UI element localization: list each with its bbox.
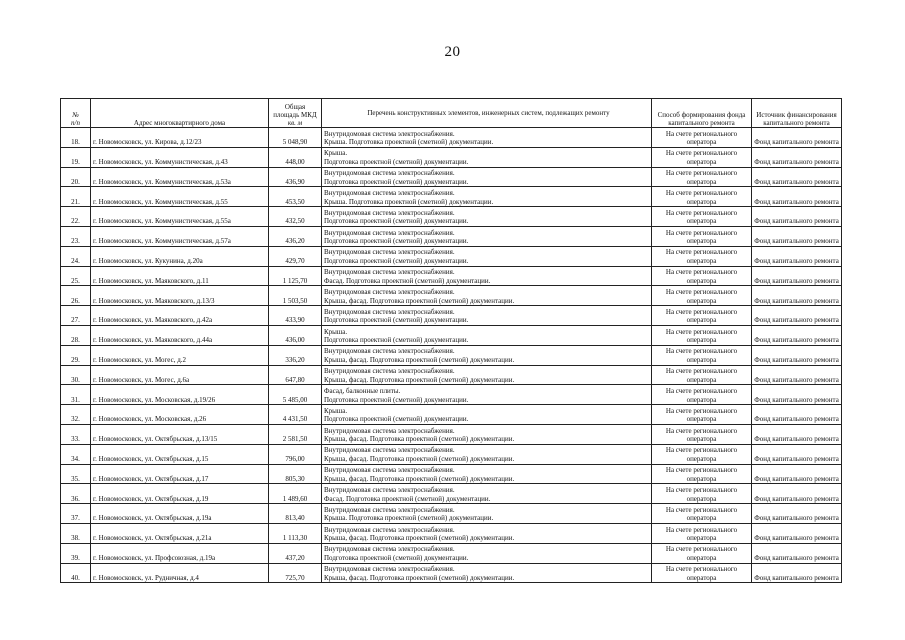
row-works-line: Крыша, фасад. Подготовка проектной (сметной) документации. <box>324 296 515 305</box>
row-source: Фонд капитального ремонта <box>752 385 842 405</box>
table-row <box>61 405 842 425</box>
table-row <box>61 484 842 504</box>
row-number: 36. <box>61 484 91 504</box>
row-address: г. Новомосковск, ул. Коммунистическая, д.53а <box>91 167 269 187</box>
row-works-line: Внутридомовая система электроснабжения. <box>324 367 455 376</box>
row-area: 813,40 <box>269 504 322 524</box>
row-area: 436,00 <box>269 325 322 345</box>
row-address: г. Новомосковск, ул. Октябрьская, д.19 <box>91 484 269 504</box>
row-works-line: Подготовка проектной (сметной) документации. <box>324 316 469 325</box>
row-address: г. Новомосковск, ул. Профсоюзная, д.19а <box>91 543 269 563</box>
row-works-line: Крыша. Подготовка проектной (сметной) документации. <box>324 197 494 206</box>
row-method: На счете регионального оператора <box>652 385 752 405</box>
row-works-line: Внутридомовая система электроснабжения. <box>324 446 455 455</box>
row-source: Фонд капитального ремонта <box>752 405 842 425</box>
row-area: 433,90 <box>269 306 322 326</box>
row-works-line: Внутридомовая система электроснабжения. <box>324 347 455 356</box>
row-number: 33. <box>61 424 91 444</box>
row-address: г. Новомосковск, ул. Могес, д.2 <box>91 345 269 365</box>
row-number: 19. <box>61 147 91 167</box>
row-works <box>322 424 652 444</box>
row-address: г. Новомосковск, ул. Октябрьская, д.19а <box>91 504 269 524</box>
row-method: На счете регионального оператора <box>652 246 752 266</box>
table-row <box>61 207 842 227</box>
row-address: г. Новомосковск, ул. Маяковского, д.11 <box>91 266 269 286</box>
header-num <box>61 99 91 128</box>
row-works-line: Подготовка проектной (сметной) документации. <box>324 395 469 404</box>
row-method: На счете регионального оператора <box>652 405 752 425</box>
row-address: г. Новомосковск, ул. Октябрьская, д.15 <box>91 444 269 464</box>
row-area: 1 125,70 <box>269 266 322 286</box>
table-header-row <box>61 99 842 128</box>
row-works <box>322 147 652 167</box>
row-method: На счете регионального оператора <box>652 147 752 167</box>
table-row <box>61 523 842 543</box>
row-works <box>322 484 652 504</box>
row-works <box>322 563 652 583</box>
row-source: Фонд капитального ремонта <box>752 226 842 246</box>
row-number: 22. <box>61 207 91 227</box>
row-number: 28. <box>61 325 91 345</box>
row-number: 30. <box>61 365 91 385</box>
row-number: 32. <box>61 405 91 425</box>
row-works <box>322 187 652 207</box>
row-area: 4 431,50 <box>269 405 322 425</box>
header-method <box>652 99 752 128</box>
row-works <box>322 266 652 286</box>
repair-program-table <box>60 98 842 583</box>
row-works-line: Крыша, фасад. Подготовка проектной (сметной) документации. <box>324 435 515 444</box>
row-source: Фонд капитального ремонта <box>752 563 842 583</box>
row-method: На счете регионального оператора <box>652 128 752 148</box>
header-area-unit: кв. м <box>287 119 303 127</box>
row-address: г. Новомосковск, ул. Рудничная, д.4 <box>91 563 269 583</box>
row-address: г. Новомосковск, ул. Кирова, д.12/23 <box>91 128 269 148</box>
row-address: г. Новомосковск, ул. Коммунистическая, д.43 <box>91 147 269 167</box>
row-area: 448,00 <box>269 147 322 167</box>
row-works <box>322 504 652 524</box>
header-source-label: Источник финансирования капитального ремонта <box>756 111 837 127</box>
row-works-line: Внутридомовая система электроснабжения. <box>324 485 455 494</box>
row-works <box>322 325 652 345</box>
row-works-line: Фасад, балконные плиты. <box>324 386 401 395</box>
row-works <box>322 226 652 246</box>
row-works <box>322 345 652 365</box>
table-row <box>61 365 842 385</box>
row-method: На счете регионального оператора <box>652 365 752 385</box>
header-address-label: Адрес многоквартирного дома <box>133 119 226 127</box>
row-works-line: Подготовка проектной (сметной) документации. <box>324 217 469 226</box>
row-method: На счете регионального оператора <box>652 207 752 227</box>
row-works <box>322 306 652 326</box>
row-number: 40. <box>61 563 91 583</box>
row-works-line: Подготовка проектной (сметной) документации. <box>324 553 469 562</box>
row-number: 27. <box>61 306 91 326</box>
table-row <box>61 226 842 246</box>
row-area: 436,20 <box>269 226 322 246</box>
row-method: На счете регионального оператора <box>652 504 752 524</box>
row-number: 20. <box>61 167 91 187</box>
row-number: 39. <box>61 543 91 563</box>
row-number: 24. <box>61 246 91 266</box>
row-area: 1 113,30 <box>269 523 322 543</box>
row-works-line: Подготовка проектной (сметной) документации. <box>324 336 469 345</box>
row-area: 1 503,50 <box>269 286 322 306</box>
row-address: г. Новомосковск, ул. Октябрьская, д.17 <box>91 464 269 484</box>
row-source: Фонд капитального ремонта <box>752 306 842 326</box>
row-works-line: Крыша. Подготовка проектной (сметной) документации. <box>324 138 494 147</box>
row-works <box>322 246 652 266</box>
row-method: На счете регионального оператора <box>652 424 752 444</box>
header-method-label: Способ формирования фонда капитального ремонта <box>657 111 746 127</box>
row-method: На счете регионального оператора <box>652 444 752 464</box>
row-source: Фонд капитального ремонта <box>752 147 842 167</box>
row-area: 437,20 <box>269 543 322 563</box>
row-address: г. Новомосковск, ул. Октябрьская, д.13/15 <box>91 424 269 444</box>
row-method: На счете регионального оператора <box>652 523 752 543</box>
row-source: Фонд капитального ремонта <box>752 504 842 524</box>
table-row <box>61 563 842 583</box>
row-works-line: Подготовка проектной (сметной) документации. <box>324 256 469 265</box>
row-works-line: Внутридомовая система электроснабжения. <box>324 208 455 217</box>
table-row <box>61 464 842 484</box>
row-method: На счете регионального оператора <box>652 187 752 207</box>
row-source: Фонд капитального ремонта <box>752 464 842 484</box>
row-works-line: Внутридомовая система электроснабжения. <box>324 565 455 574</box>
row-works-line: Внутридомовая система электроснабжения. <box>324 307 455 316</box>
row-area: 2 581,50 <box>269 424 322 444</box>
table-row <box>61 128 842 148</box>
row-source: Фонд капитального ремонта <box>752 444 842 464</box>
row-area: 796,00 <box>269 444 322 464</box>
row-works <box>322 207 652 227</box>
row-works-line: Крыша, фасад. Подготовка проектной (сметной) документации. <box>324 534 515 543</box>
page-number: 20 <box>444 44 461 60</box>
row-method: На счете регионального оператора <box>652 167 752 187</box>
row-works-line: Крыша. <box>324 327 348 336</box>
row-method: На счете регионального оператора <box>652 563 752 583</box>
table-row <box>61 306 842 326</box>
row-works-line: Крыша, фасад. Подготовка проектной (сметной) документации. <box>324 573 515 582</box>
row-number: 25. <box>61 266 91 286</box>
row-works-line: Внутридомовая система электроснабжения. <box>324 505 455 514</box>
row-method: На счете регионального оператора <box>652 345 752 365</box>
row-method: На счете регионального оператора <box>652 226 752 246</box>
row-works-line: Крыша. <box>324 149 348 158</box>
row-source: Фонд капитального ремонта <box>752 365 842 385</box>
row-works <box>322 523 652 543</box>
row-works-line: Внутридомовая система электроснабжения. <box>324 268 455 277</box>
row-area: 432,50 <box>269 207 322 227</box>
row-source: Фонд капитального ремонта <box>752 424 842 444</box>
table-row <box>61 167 842 187</box>
row-source: Фонд капитального ремонта <box>752 187 842 207</box>
row-address: г. Новомосковск, ул. Кукунина, д.20а <box>91 246 269 266</box>
row-works-line: Крыша, фасад. Подготовка проектной (сметной) документации. <box>324 454 515 463</box>
row-area: 647,80 <box>269 365 322 385</box>
row-source: Фонд капитального ремонта <box>752 286 842 306</box>
row-works-line: Крыша, фасад. Подготовка проектной (сметной) документации. <box>324 375 515 384</box>
row-works-line: Внутридомовая система электроснабжения. <box>324 228 455 237</box>
row-works-line: Внутридомовая система электроснабжения. <box>324 248 455 257</box>
row-source: Фонд капитального ремонта <box>752 128 842 148</box>
row-address: г. Новомосковск, ул. Октябрьская, д.21а <box>91 523 269 543</box>
row-address: г. Новомосковск, ул. Коммунистическая, д.55 <box>91 187 269 207</box>
table-row <box>61 385 842 405</box>
row-number: 23. <box>61 226 91 246</box>
row-address: г. Новомосковск, ул. Коммунистическая, д.55а <box>91 207 269 227</box>
row-address: г. Новомосковск, ул. Маяковского, д.44а <box>91 325 269 345</box>
row-method: На счете регионального оператора <box>652 286 752 306</box>
row-works-line: Внутридомовая система электроснабжения. <box>324 545 455 554</box>
table-row <box>61 444 842 464</box>
row-source: Фонд капитального ремонта <box>752 246 842 266</box>
table-row <box>61 266 842 286</box>
header-works-label: Перечень конструктивных элементов, инженерных систем, подлежащих ремонту <box>367 109 610 117</box>
row-address: г. Новомосковск, ул. Коммунистическая, д.57а <box>91 226 269 246</box>
row-source: Фонд капитального ремонта <box>752 345 842 365</box>
row-source: Фонд капитального ремонта <box>752 523 842 543</box>
row-address: г. Новомосковск, ул. Московская, д.19/26 <box>91 385 269 405</box>
row-number: 34. <box>61 444 91 464</box>
row-works-line: Внутридомовая система электроснабжения. <box>324 426 455 435</box>
row-area: 1 489,60 <box>269 484 322 504</box>
header-works <box>322 99 652 128</box>
row-area: 5 485,00 <box>269 385 322 405</box>
row-source: Фонд капитального ремонта <box>752 167 842 187</box>
row-works-line: Внутридомовая система электроснабжения. <box>324 287 455 296</box>
row-area: 436,90 <box>269 167 322 187</box>
row-works-line: Подготовка проектной (сметной) документации. <box>324 237 469 246</box>
row-address: г. Новомосковск, ул. Маяковского, д.42а <box>91 306 269 326</box>
row-works <box>322 543 652 563</box>
table-row <box>61 147 842 167</box>
row-works-line: Подготовка проектной (сметной) документации. <box>324 415 469 424</box>
row-works-line: Внутридомовая система электроснабжения. <box>324 189 455 197</box>
row-works <box>322 464 652 484</box>
table-row <box>61 424 842 444</box>
row-works <box>322 444 652 464</box>
row-works-line: Крыша, фасад. Подготовка проектной (сметной) документации. <box>324 474 515 483</box>
row-source: Фонд капитального ремонта <box>752 207 842 227</box>
header-area-line2: площадь МКД <box>273 111 317 119</box>
header-area <box>269 99 322 128</box>
row-number: 29. <box>61 345 91 365</box>
row-works <box>322 365 652 385</box>
row-works <box>322 167 652 187</box>
row-works <box>322 385 652 405</box>
table-row <box>61 246 842 266</box>
table-row <box>61 504 842 524</box>
row-method: На счете регионального оператора <box>652 306 752 326</box>
table-row <box>61 286 842 306</box>
row-source: Фонд капитального ремонта <box>752 325 842 345</box>
row-area: 725,70 <box>269 563 322 583</box>
table-row <box>61 543 842 563</box>
row-address: г. Новомосковск, ул. Маяковского, д.13/3 <box>91 286 269 306</box>
header-area-line1: Общая <box>284 103 306 111</box>
row-method: На счете регионального оператора <box>652 464 752 484</box>
row-works-line: Внутридомовая система электроснабжения. <box>324 129 455 138</box>
header-address <box>91 99 269 128</box>
header-source <box>752 99 842 128</box>
row-area: 453,50 <box>269 187 322 207</box>
row-works <box>322 128 652 148</box>
table-row <box>61 345 842 365</box>
row-works-line: Крыша. Подготовка проектной (сметной) документации. <box>324 514 494 523</box>
row-works-line: Внутридомовая система электроснабжения. <box>324 466 455 475</box>
row-works-line: Фасад. Подготовка проектной (сметной) документации. <box>324 494 491 503</box>
row-works-line: Крыша, фасад. Подготовка проектной (сметной) документации. <box>324 355 515 364</box>
row-method: На счете регионального оператора <box>652 325 752 345</box>
row-area: 5 048,90 <box>269 128 322 148</box>
row-works-line: Внутридомовая система электроснабжения. <box>324 525 455 534</box>
table-row <box>61 325 842 345</box>
row-method: На счете регионального оператора <box>652 266 752 286</box>
row-number: 35. <box>61 464 91 484</box>
row-address: г. Новомосковск, ул. Могес, д.6а <box>91 365 269 385</box>
row-works-line: Внутридомовая система электроснабжения. <box>324 169 455 178</box>
row-method: На счете регионального оператора <box>652 484 752 504</box>
row-number: 18. <box>61 128 91 148</box>
row-source: Фонд капитального ремонта <box>752 266 842 286</box>
row-works <box>322 405 652 425</box>
row-source: Фонд капитального ремонта <box>752 543 842 563</box>
row-method: На счете регионального оператора <box>652 543 752 563</box>
row-works <box>322 286 652 306</box>
row-number: 37. <box>61 504 91 524</box>
row-works-line: Подготовка проектной (сметной) документации. <box>324 158 469 166</box>
row-area: 336,20 <box>269 345 322 365</box>
row-works-line: Крыша. <box>324 406 348 415</box>
row-area: 429,70 <box>269 246 322 266</box>
row-number: 26. <box>61 286 91 306</box>
header-num-label: № п/п <box>71 111 80 127</box>
row-area: 805,30 <box>269 464 322 484</box>
row-number: 21. <box>61 187 91 207</box>
table-row <box>61 187 842 207</box>
row-works-line: Подготовка проектной (сметной) документации. <box>324 177 469 186</box>
row-address: г. Новомосковск, ул. Московская, д.26 <box>91 405 269 425</box>
row-number: 31. <box>61 385 91 405</box>
row-number: 38. <box>61 523 91 543</box>
table-body <box>61 128 842 583</box>
row-works-line: Фасад. Подготовка проектной (сметной) документации. <box>324 276 491 285</box>
row-source: Фонд капитального ремонта <box>752 484 842 504</box>
